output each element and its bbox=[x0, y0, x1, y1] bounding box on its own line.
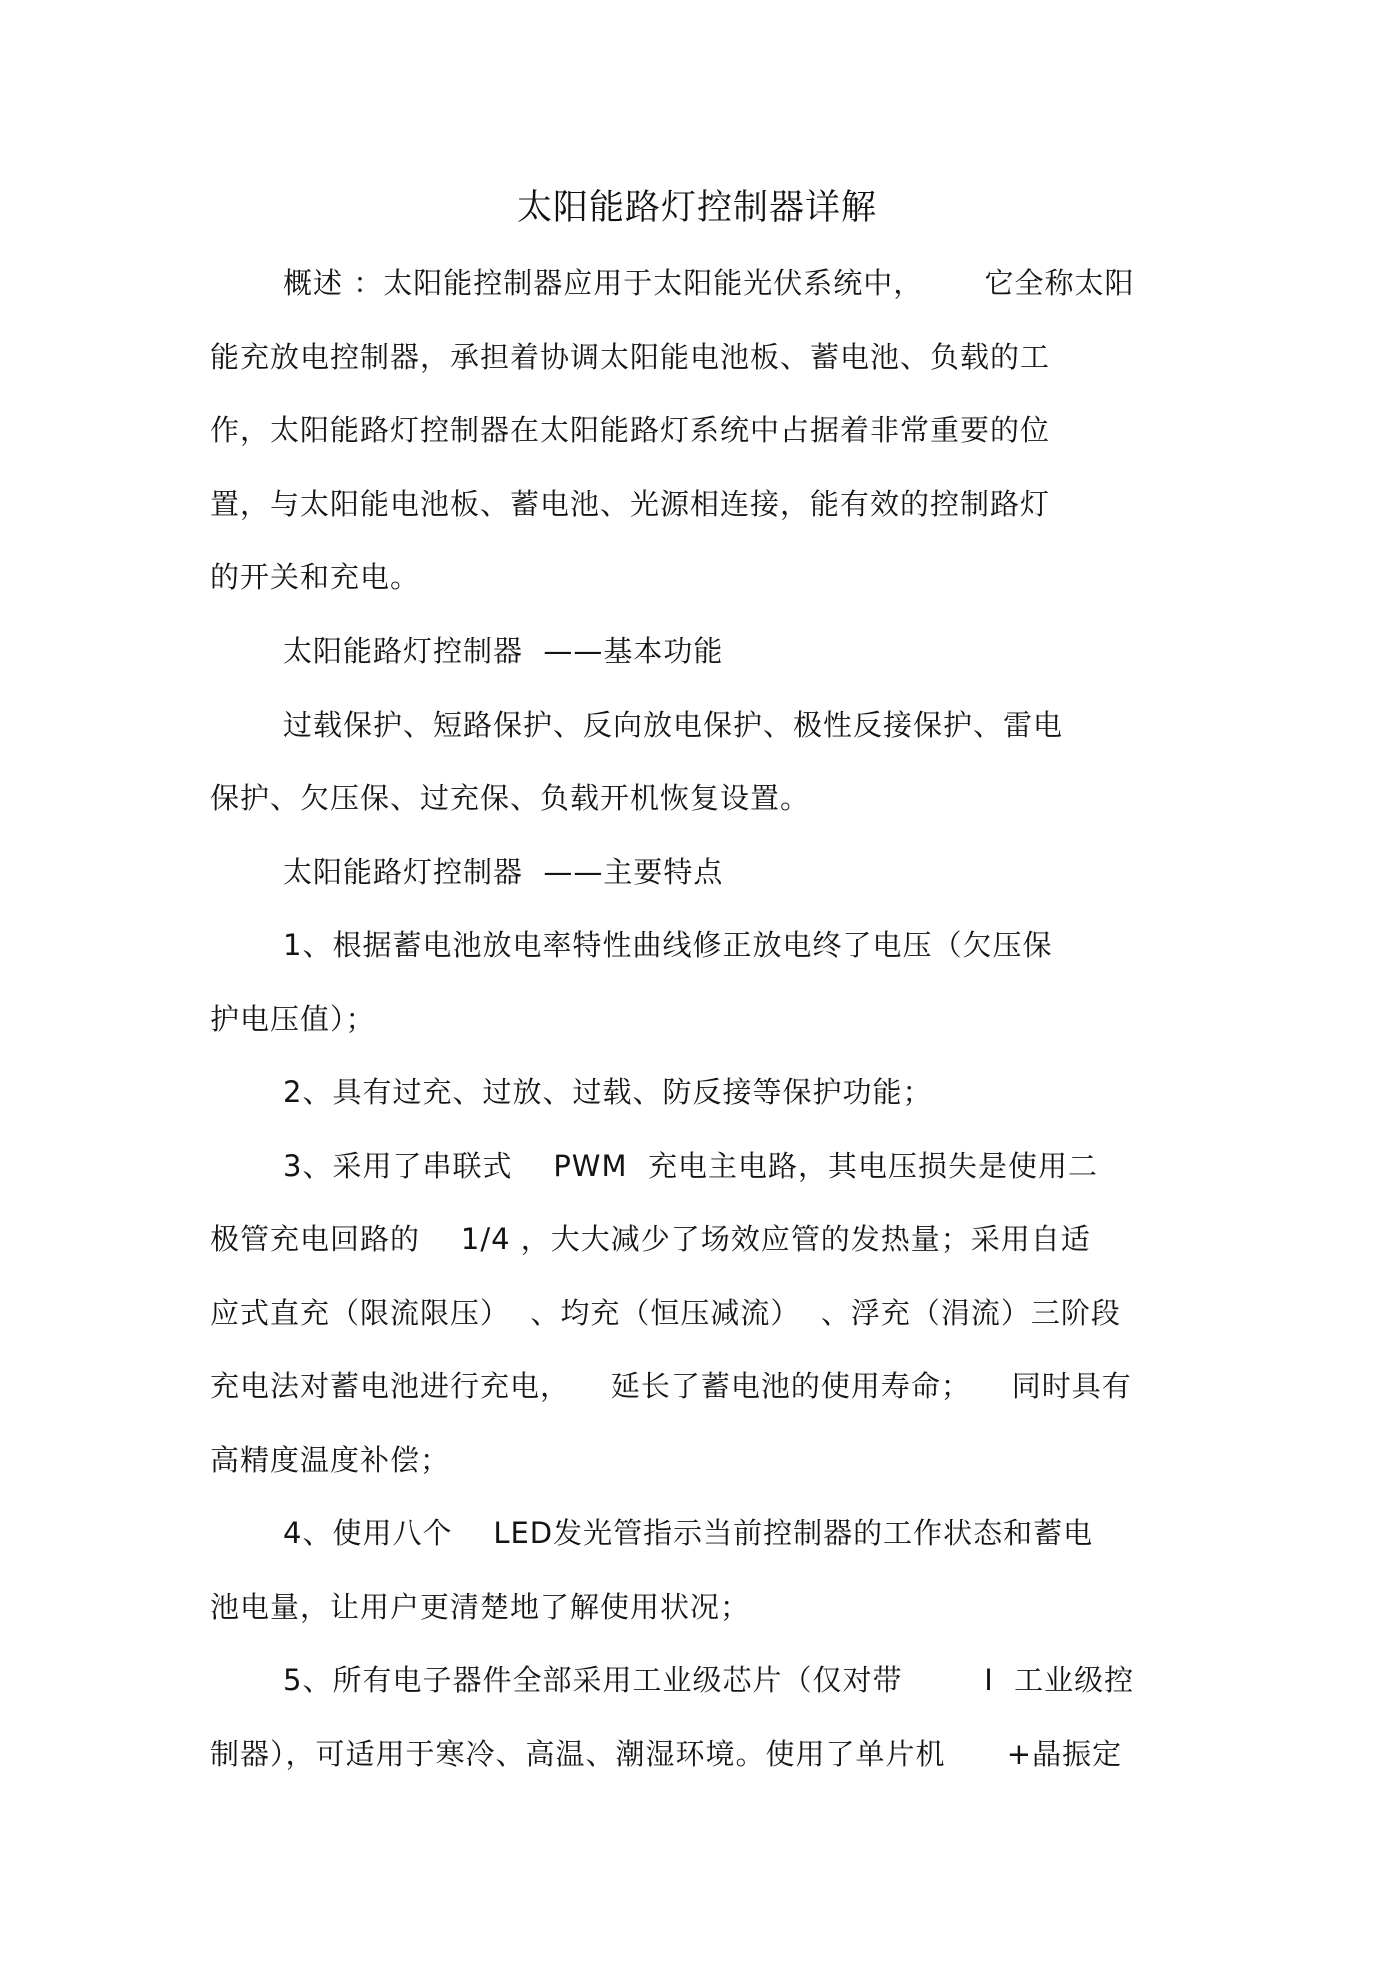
list-item-line: 1、根据蓄电池放电率特性曲线修正放电终了电压（欠压保 bbox=[283, 928, 1053, 962]
section-heading: 太阳能路灯控制器 ——主要特点 bbox=[283, 855, 724, 889]
list-item-line: 3、采用了串联式 PWM 充电主电路，其电压损失是使用二 bbox=[283, 1149, 1098, 1183]
section-heading: 太阳能路灯控制器 ——基本功能 bbox=[283, 634, 724, 668]
document-title: 太阳能路灯控制器详解 bbox=[516, 188, 877, 228]
list-item-line: 护电压值）； bbox=[210, 1002, 376, 1036]
paragraph-line: 作，太阳能路灯控制器在太阳能路灯系统中占据着非常重要的位 bbox=[210, 413, 1051, 447]
list-item-line: 制器），可适用于寒冷、高温、潮湿环境。使用了单片机 +晶振定 bbox=[210, 1737, 1123, 1771]
list-item-line: 5、所有电子器件全部采用工业级芯片（仅对带 I 工业级控 bbox=[283, 1663, 1135, 1697]
paragraph-line: 概述 ：太阳能控制器应用于太阳能光伏系统中， 它全称太阳 bbox=[283, 266, 1135, 300]
paragraph-line: 保护、欠压保、过充保、负载开机恢复设置。 bbox=[210, 781, 811, 815]
list-item-line: 4、使用八个 LED发光管指示当前控制器的工作状态和蓄电 bbox=[283, 1516, 1094, 1550]
paragraph-line: 过载保护、短路保护、反向放电保护、极性反接保护、雷电 bbox=[283, 708, 1064, 742]
list-item-line: 极管充电回路的 1/4 ，大大减少了场效应管的发热量；采用自适 bbox=[210, 1222, 1091, 1256]
list-item-line: 应式直充（限流限压） 、均充（恒压减流） 、浮充（涓流）三阶段 bbox=[210, 1296, 1121, 1330]
paragraph-line: 的开关和充电。 bbox=[210, 560, 421, 594]
list-item-line: 2、具有过充、过放、过载、防反接等保护功能； bbox=[283, 1075, 933, 1109]
paragraph-line: 置，与太阳能电池板、蓄电池、光源相连接，能有效的控制路灯 bbox=[210, 487, 1051, 521]
list-item-line: 池电量，让用户更清楚地了解使用状况； bbox=[210, 1590, 751, 1624]
list-item-line: 高精度温度补偿； bbox=[210, 1443, 451, 1477]
paragraph-line: 能充放电控制器，承担着协调太阳能电池板、蓄电池、负载的工 bbox=[210, 340, 1051, 374]
list-item-line: 充电法对蓄电池进行充电， 延长了蓄电池的使用寿命； 同时具有 bbox=[210, 1369, 1132, 1403]
